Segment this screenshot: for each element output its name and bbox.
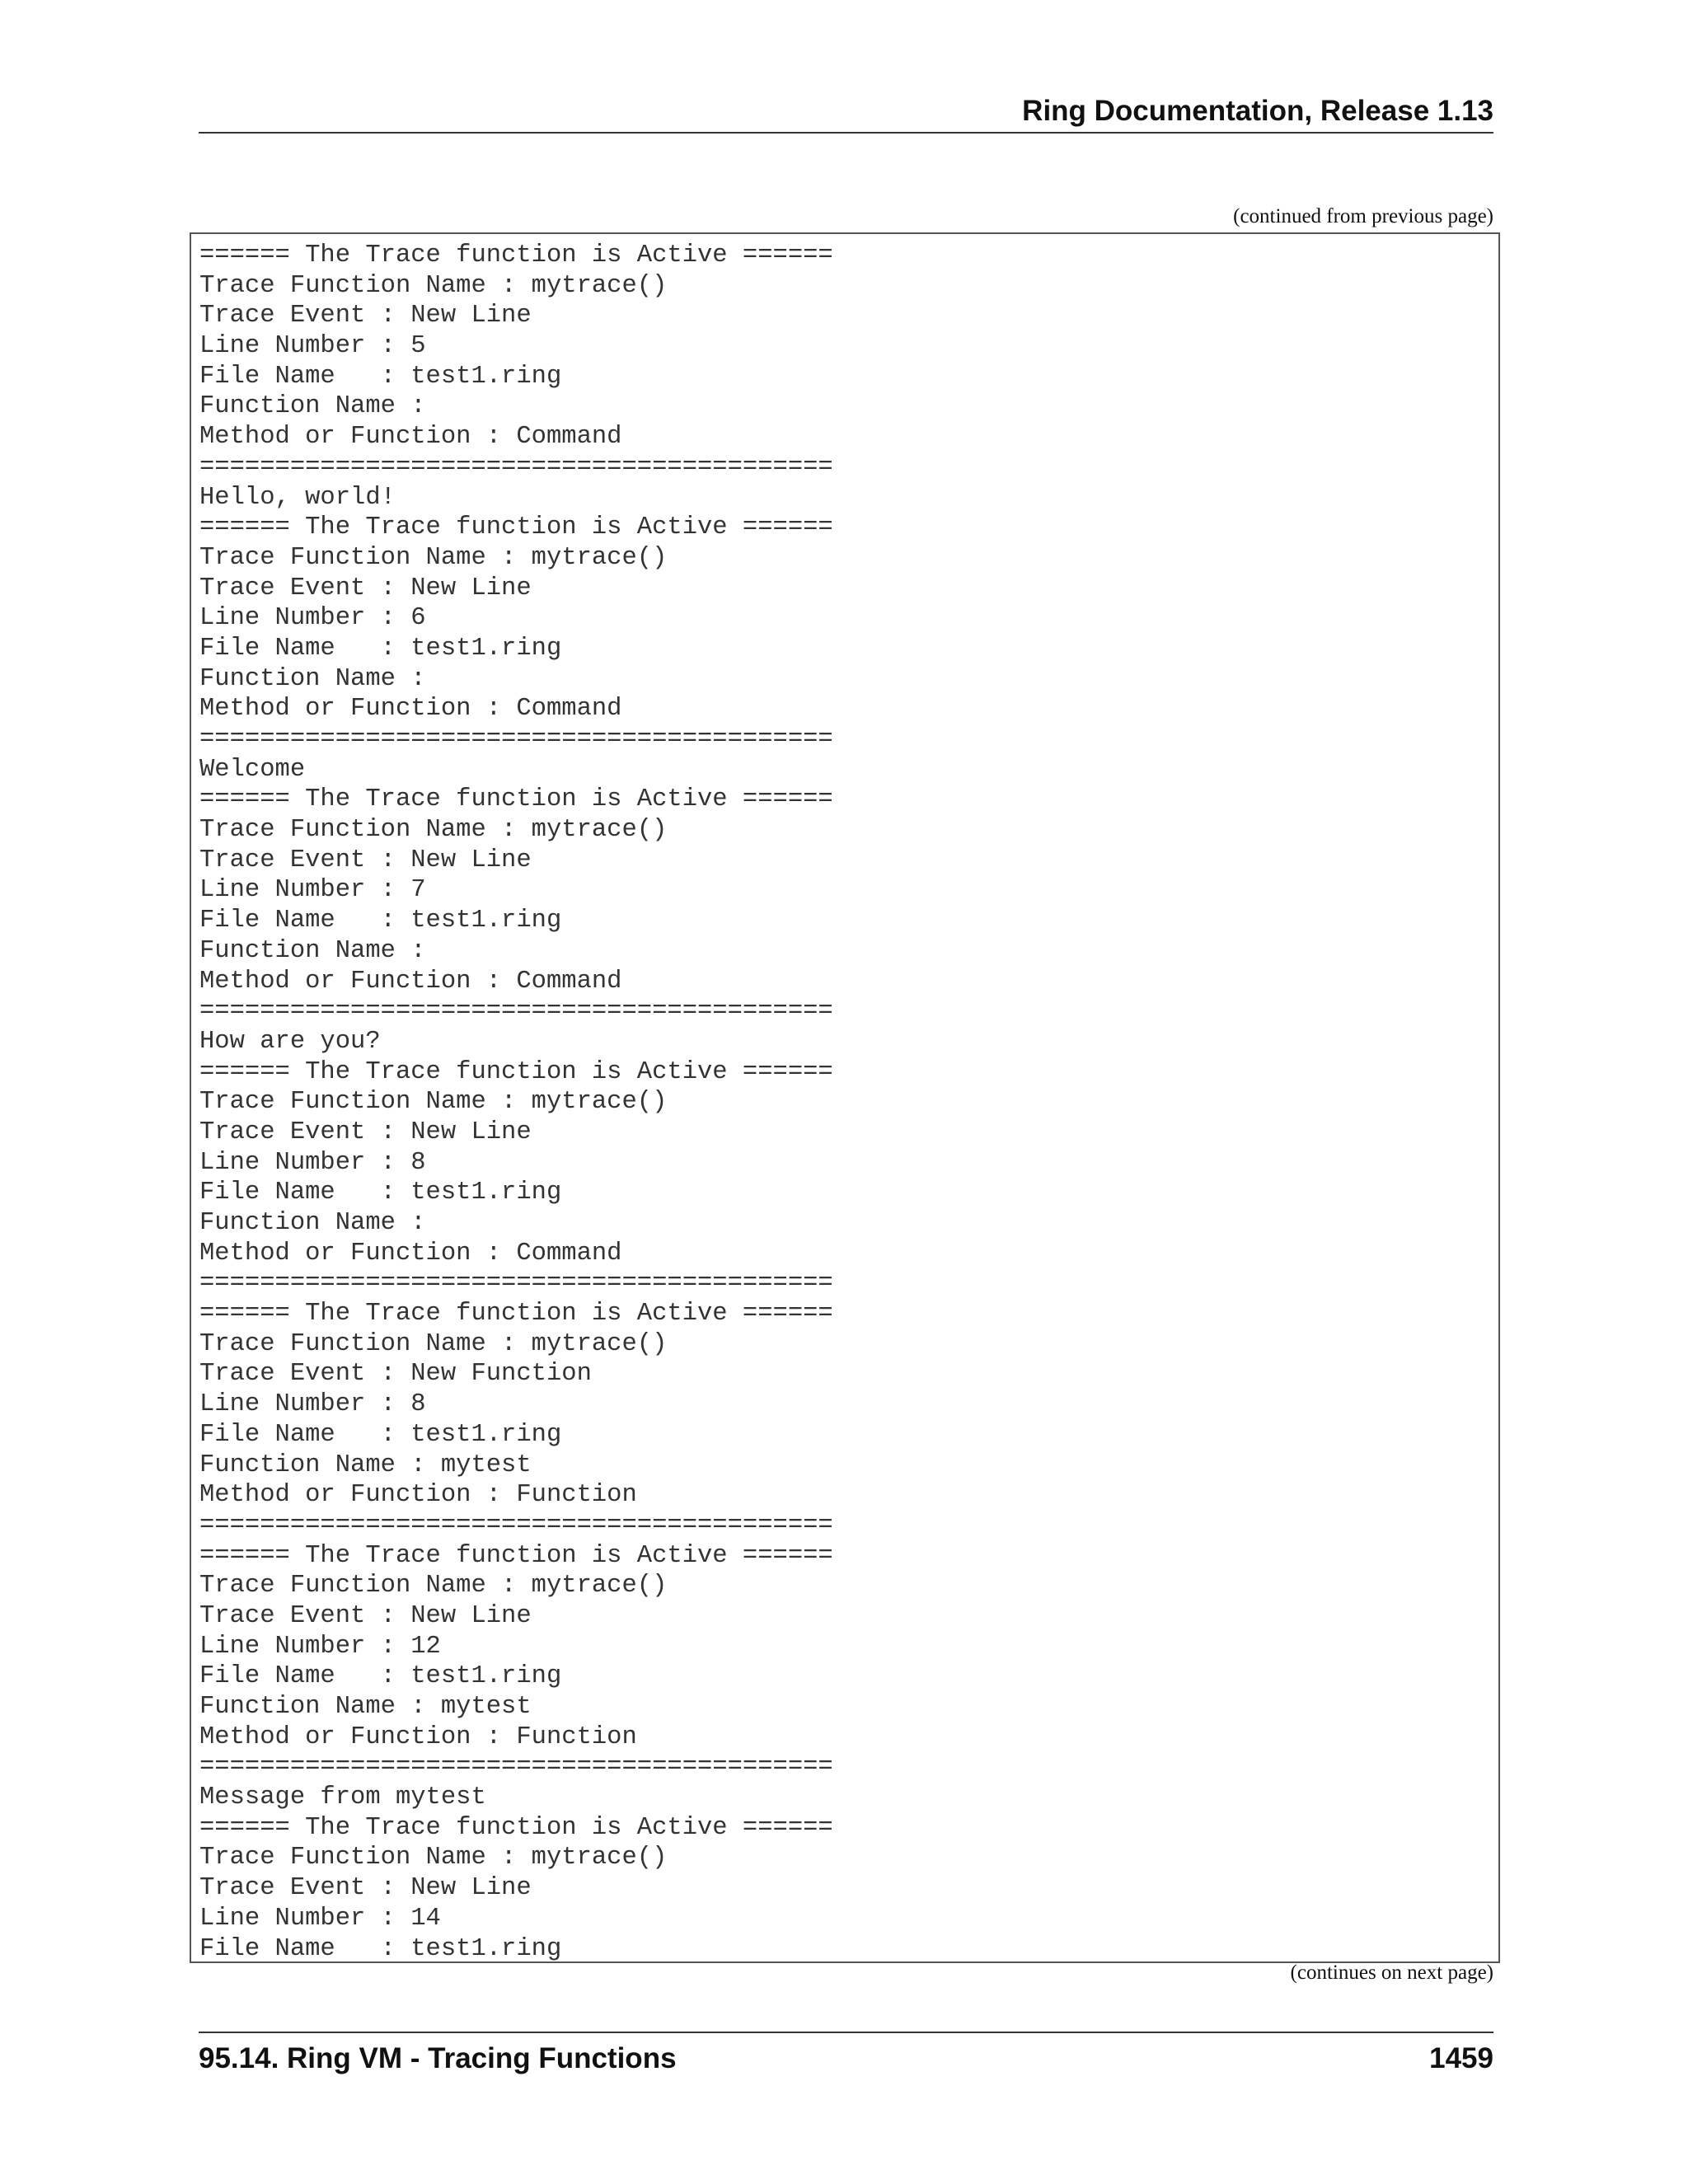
code-line: Line Number : 7 [199,876,426,905]
code-line: Method or Function : Function [199,1722,637,1751]
code-line: ========================================== [199,725,833,753]
code-line: Method or Function : Command [199,1239,622,1268]
page-header [199,91,1493,134]
code-line: ========================================== [199,1753,833,1782]
code-line: Trace Event : New Line [199,846,532,874]
code-line: Trace Event : New Line [199,1118,532,1146]
code-line: ====== The Trace function is Active ====== [199,241,833,269]
code-line: Message from mytest [199,1783,486,1812]
code-line: Line Number : 5 [199,332,426,361]
code-line: File Name : test1.ring [199,1179,562,1207]
code-line: File Name : test1.ring [199,1934,562,1963]
code-line: Method or Function : Command [199,967,622,996]
code-line: Welcome [199,755,306,784]
code-line: File Name : test1.ring [199,362,562,391]
code-line: Trace Function Name : mytrace() [199,543,668,572]
code-line: Trace Event : New Line [199,1601,532,1630]
code-line: ====== The Trace function is Active ====== [199,1300,833,1329]
code-line: Trace Event : New Line [199,302,532,330]
code-line: Trace Function Name : mytrace() [199,1844,668,1872]
code-line: Function Name : [199,664,426,693]
continues-on-note: (continues on next page) [1290,1961,1493,1984]
code-line: Line Number : 8 [199,1148,426,1177]
code-line: File Name : test1.ring [199,907,562,935]
code-line: Function Name : [199,1209,426,1237]
code-line: Function Name : [199,392,426,421]
code-line: ========================================== [199,1269,833,1298]
code-line: File Name : test1.ring [199,1662,562,1691]
code-line: ====== The Trace function is Active ====== [199,1541,833,1570]
document-title: Ring Documentation, Release 1.13 [1022,95,1493,127]
code-line: ========================================== [199,1511,833,1540]
code-line: ========================================== [199,452,833,481]
code-line: Trace Function Name : mytrace() [199,1572,668,1601]
code-line: Function Name : [199,936,426,965]
code-line: Trace Event : New Line [199,1874,532,1903]
code-block [190,232,1500,1963]
code-line: Line Number : 6 [199,604,426,633]
code-lines [191,234,1498,1963]
page-footer [199,2032,1493,2083]
code-line: ====== The Trace function is Active ====== [199,1813,833,1842]
code-line: ========================================== [199,997,833,1026]
code-line: Line Number : 8 [199,1390,426,1419]
code-line: Trace Event : New Function [199,1360,592,1389]
code-line: Hello, world! [199,483,396,512]
code-line: File Name : test1.ring [199,634,562,663]
code-line: How are you? [199,1027,381,1056]
code-line: Method or Function : Command [199,695,622,724]
code-line: ====== The Trace function is Active ====== [199,1057,833,1086]
code-line: Trace Function Name : mytrace() [199,1329,668,1358]
code-line: Trace Function Name : mytrace() [199,1088,668,1117]
footer-section-title: 95.14. Ring VM - Tracing Functions [199,2042,677,2074]
continued-from-note: (continued from previous page) [1233,205,1493,227]
code-line: ====== The Trace function is Active ====== [199,513,833,542]
code-line: Function Name : mytest [199,1451,532,1479]
code-line: ====== The Trace function is Active ====== [199,785,833,814]
page-number: 1459 [1429,2042,1493,2074]
code-line: Line Number : 14 [199,1904,441,1933]
code-line: Method or Function : Function [199,1481,637,1510]
code-line: Method or Function : Command [199,423,622,452]
code-line: Trace Event : New Line [199,574,532,602]
code-line: Trace Function Name : mytrace() [199,271,668,300]
code-line: File Name : test1.ring [199,1420,562,1449]
code-line: Function Name : mytest [199,1693,532,1721]
code-line: Line Number : 12 [199,1632,441,1661]
code-line: Trace Function Name : mytrace() [199,816,668,845]
